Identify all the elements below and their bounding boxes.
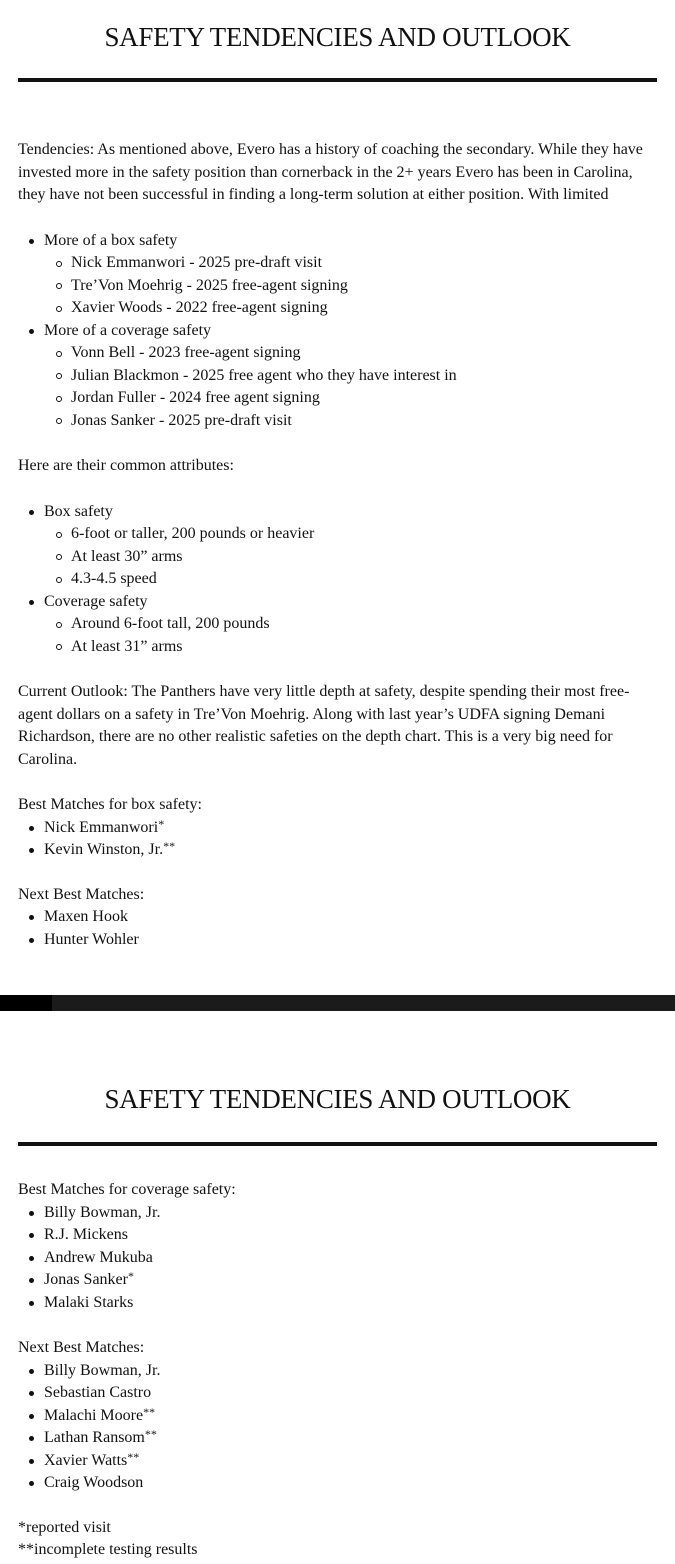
- list-item: R.J. Mickens: [18, 1224, 657, 1247]
- list-item: At least 31” arms: [18, 636, 657, 659]
- list-item: Kevin Winston, Jr.**: [18, 839, 657, 862]
- list-item: Hunter Wohler: [18, 929, 657, 952]
- list-item: Jordan Fuller - 2024 free agent signing: [18, 387, 657, 410]
- list-item: Craig Woodson: [18, 1472, 657, 1495]
- list-item: Malachi Moore**: [18, 1405, 657, 1428]
- footnote-mark: **: [143, 1404, 156, 1419]
- list-item: Billy Bowman, Jr.: [18, 1360, 657, 1383]
- coverage-best-list: [18, 1202, 657, 1315]
- page-title: SAFETY TENDENCIES AND OUTLOOK: [104, 1084, 571, 1114]
- footnote-reported-visit: *reported visit: [18, 1518, 111, 1536]
- tendency-group-label: More of a box safety: [44, 231, 178, 249]
- tendencies-paragraph: Tendencies: As mentioned above, Evero has a history of coaching the secondary. While they have invested more in the safety position than cornerback in the 2+ years Evero has been in Carolina, they have not been successful in finding a long-term solution at either position. With limited: [18, 141, 643, 203]
- attribute-sublist: [44, 613, 657, 658]
- footnote-mark: *: [158, 816, 165, 831]
- list-item: Jonas Sanker*: [18, 1269, 657, 1292]
- list-item: Vonn Bell - 2023 free-agent signing: [18, 342, 657, 365]
- box-next-list: [18, 906, 657, 951]
- coverage-next-list: [18, 1360, 657, 1495]
- attribute-group-label: Coverage safety: [44, 592, 148, 610]
- attribute-list: [18, 501, 657, 659]
- page-2: [0, 1011, 675, 1564]
- outlook-paragraph: Current Outlook: The Panthers have very little depth at safety, despite spending their most free-agent dollars on a safety in Tre’Von Moehrig. Along with last year’s UDFA signing Demani Richardson, there are no other realistic safeties on the depth chart. This is a very big need for Carolina.: [18, 683, 630, 768]
- box-best-list: [18, 817, 657, 862]
- coverage-best-heading: Best Matches for coverage safety:: [18, 1181, 236, 1198]
- footnote-mark: **: [127, 1449, 140, 1464]
- attribute-group-box: [18, 501, 657, 591]
- tendency-sublist: [44, 342, 657, 432]
- footnote-mark: **: [144, 1427, 157, 1441]
- list-item: Billy Bowman, Jr.: [18, 1202, 657, 1225]
- list-item: Maxen Hook: [18, 906, 657, 929]
- tendency-list: [18, 230, 657, 433]
- attributes-intro: Here are their common attributes:: [18, 457, 234, 474]
- attribute-sublist: [44, 523, 657, 591]
- list-item: Malaki Starks: [18, 1292, 657, 1315]
- footnote-mark: **: [163, 839, 176, 853]
- box-best-heading: Best Matches for box safety:: [18, 796, 202, 813]
- list-item: Xavier Woods - 2022 free-agent signing: [18, 297, 657, 320]
- list-item: Around 6-foot tall, 200 pounds: [18, 613, 657, 636]
- list-item: 4.3-4.5 speed: [18, 568, 657, 591]
- list-item: Julian Blackmon - 2025 free agent who they have interest in: [18, 365, 657, 388]
- page-title: SAFETY TENDENCIES AND OUTLOOK: [104, 22, 571, 52]
- list-item: Sebastian Castro: [18, 1382, 657, 1405]
- coverage-next-heading: Next Best Matches:: [18, 1339, 145, 1356]
- tendency-group-label: More of a coverage safety: [44, 321, 212, 339]
- list-item: Lathan Ransom**: [18, 1427, 657, 1450]
- list-item: Xavier Watts**: [18, 1450, 657, 1473]
- footnote-mark: *: [127, 1269, 134, 1283]
- list-item: Jonas Sanker - 2025 pre-draft visit: [18, 410, 657, 433]
- list-item: Tre’Von Moehrig - 2025 free-agent signing: [18, 275, 657, 298]
- attribute-group-coverage: [18, 591, 657, 659]
- list-item: 6-foot or taller, 200 pounds or heavier: [18, 523, 657, 546]
- tendency-group-coverage: [18, 320, 657, 433]
- list-item: At least 30” arms: [18, 546, 657, 569]
- page-separator: [0, 995, 675, 1011]
- list-item: Nick Emmanwori*: [18, 817, 657, 840]
- list-item: Nick Emmanwori - 2025 pre-draft visit: [18, 252, 657, 275]
- box-next-heading: Next Best Matches:: [18, 885, 145, 903]
- tendency-group-box: [18, 230, 657, 320]
- tendency-sublist: [44, 252, 657, 320]
- list-item: Andrew Mukuba: [18, 1247, 657, 1270]
- footnote-incomplete-testing: **incomplete testing results: [18, 1541, 198, 1558]
- attribute-group-label: Box safety: [44, 502, 113, 520]
